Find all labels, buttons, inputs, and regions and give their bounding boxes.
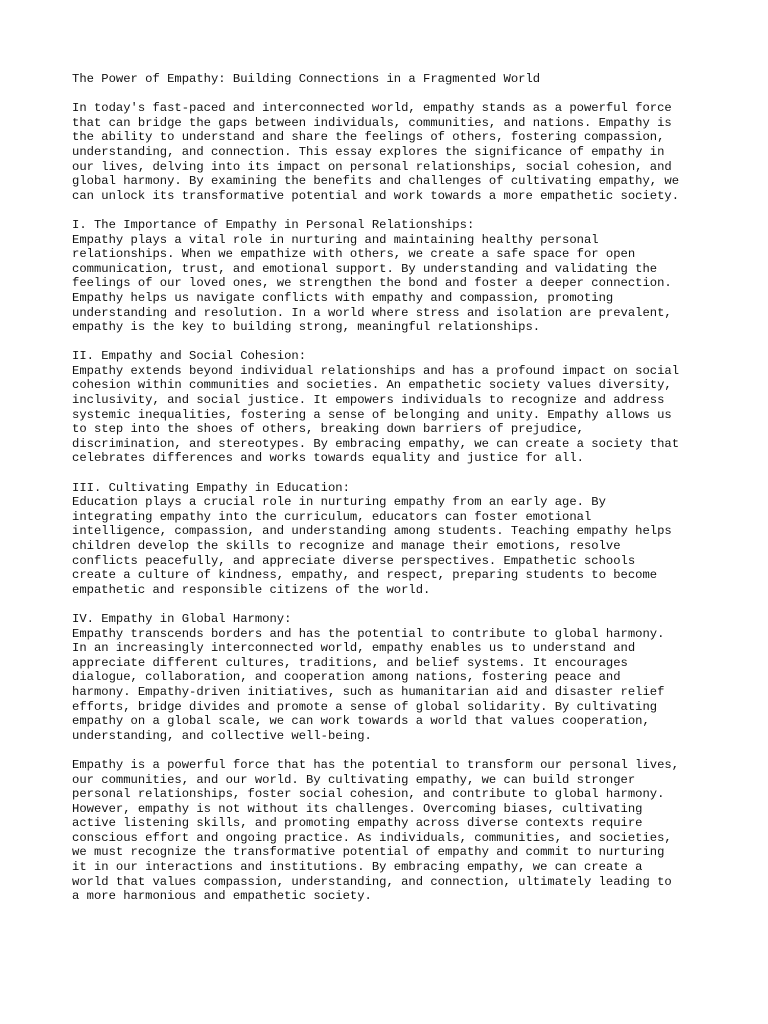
text-line: Empathy is a powerful force that has the potential to transform our personal lives, — [72, 757, 680, 772]
paragraph — [72, 758, 712, 904]
text-line: inclusivity, and social justice. It empowers individuals to recognize and address — [72, 393, 665, 408]
text-line: cohesion within communities and societies. An empathetic society values diversity, — [72, 378, 672, 393]
paragraph — [72, 481, 712, 598]
text-line: empathetic and responsible citizens of the world. — [72, 582, 431, 597]
document-body — [72, 101, 712, 904]
text-line: III. Cultivating Empathy in Education: — [72, 480, 350, 495]
paragraph — [72, 349, 712, 466]
text-line: intelligence, compassion, and understanding among students. Teaching empathy helps — [72, 524, 672, 539]
text-line: understanding, and collective well-being. — [72, 728, 372, 743]
text-line: our lives, delving into its impact on personal relationships, social cohesion, and — [72, 159, 672, 174]
text-line: children develop the skills to recognize and manage their emotions, resolve — [72, 539, 621, 553]
text-line: empathy is the key to building strong, meaningful relationships. — [72, 320, 541, 335]
text-line: I. The Importance of Empathy in Personal Relationships: — [72, 217, 475, 232]
text-line: empathy on a global scale, we can work towards a world that values cooperation, — [72, 714, 650, 729]
text-line: Education plays a crucial role in nurturing empathy from an early age. By — [72, 495, 606, 510]
text-line: conflicts peacefully, and appreciate diverse perspectives. Empathetic schools — [72, 553, 636, 568]
paragraph — [72, 101, 712, 203]
text-line: to step into the shoes of others, breaking down barriers of prejudice, — [72, 422, 584, 437]
text-line: active listening skills, and promoting empathy across diverse contexts require — [72, 816, 643, 831]
text-line: Empathy plays a vital role in nurturing and maintaining healthy personal — [72, 232, 599, 247]
text-line: create a culture of kindness, empathy, and respect, preparing students to become — [72, 568, 658, 583]
text-line: systemic inequalities, fostering a sense of belonging and unity. Empathy allows us — [72, 407, 672, 422]
text-line: a more harmonious and empathetic society. — [72, 889, 372, 904]
text-line: the ability to understand and share the feelings of others, fostering compassion, — [72, 130, 665, 145]
text-line: we must recognize the transformative potential of empathy and commit to nurturing — [72, 845, 665, 860]
paragraph — [72, 218, 712, 335]
text-line: integrating empathy into the curriculum, educators can foster emotional — [72, 509, 592, 524]
paragraph — [72, 612, 712, 743]
text-line: understanding, and connection. This essay explores the significance of empathy in — [72, 144, 665, 159]
text-line: feelings of our loved ones, we strengthen the bond and foster a deeper connection. — [72, 276, 672, 291]
text-line: Empathy transcends borders and has the potential to contribute to global harmony. — [72, 626, 665, 641]
text-line: world that values compassion, understanding, and connection, ultimately leading to — [72, 874, 672, 889]
text-line: celebrates differences and works towards equality and justice for all. — [72, 451, 584, 466]
text-line: dialogue, collaboration, and cooperation among nations, fostering peace and — [72, 670, 621, 685]
text-line: II. Empathy and Social Cohesion: — [72, 349, 307, 364]
text-line: appreciate different cultures, traditions, and belief systems. It encourages — [72, 655, 628, 670]
text-line: discrimination, and stereotypes. By embracing empathy, we can create a society that — [72, 436, 680, 451]
text-line: can unlock its transformative potential and work towards a more empathetic society. — [72, 188, 680, 203]
text-line: IV. Empathy in Global Harmony: — [72, 611, 292, 626]
text-line: harmony. Empathy-driven initiatives, such as humanitarian aid and disaster relief — [72, 684, 665, 699]
text-line: In an increasingly interconnected world, empathy enables us to understand and — [72, 641, 636, 656]
text-line: However, empathy is not without its challenges. Overcoming biases, cultivating — [72, 801, 643, 816]
text-line: our communities, and our world. By cultivating empathy, we can build stronger — [72, 772, 636, 787]
text-line: Empathy helps us navigate conflicts with empathy and compassion, promoting — [72, 290, 614, 305]
text-line: relationships. When we empathize with others, we create a safe space for open — [72, 247, 636, 262]
text-line: global harmony. By examining the benefits and challenges of cultivating empathy, we — [72, 174, 680, 189]
document-page — [72, 72, 712, 918]
text-line: conscious effort and ongoing practice. As individuals, communities, and societies, — [72, 830, 672, 845]
text-line: Empathy extends beyond individual relationships and has a profound impact on social — [72, 363, 680, 378]
text-line: it in our interactions and institutions. By embracing empathy, we can create a — [72, 860, 643, 875]
text-line: In today's fast-paced and interconnected world, empathy stands as a powerful force — [72, 101, 672, 116]
text-line: efforts, bridge divides and promote a sense of global solidarity. By cultivating — [72, 699, 658, 714]
text-line: that can bridge the gaps between individuals, communities, and nations. Empathy is — [72, 115, 672, 130]
text-line: communication, trust, and emotional support. By understanding and validating the — [72, 261, 658, 276]
document-title: The Power of Empathy: Building Connections in a Fragmented World — [72, 72, 541, 86]
text-line: personal relationships, foster social cohesion, and contribute to global harmony. — [72, 787, 665, 802]
text-line: understanding and resolution. In a world where stress and isolation are prevalent, — [72, 305, 672, 320]
